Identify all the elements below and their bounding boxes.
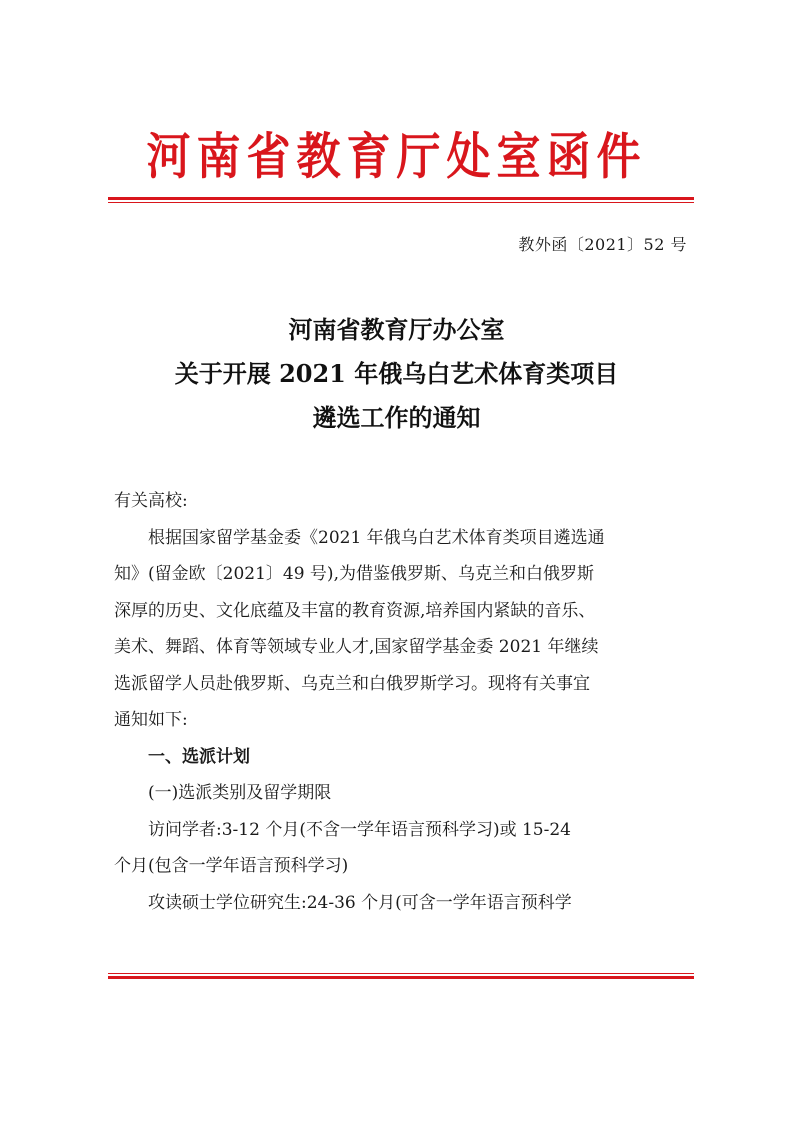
heading-line-2: 关于开展 2021 年俄乌白艺术体育类项目 xyxy=(174,359,619,388)
body-line: 选派留学人员赴俄罗斯、乌克兰和白俄罗斯学习。现将有关事宜 xyxy=(114,673,590,694)
body-line: 根据国家留学基金委《2021 年俄乌白艺术体育类项目遴选通 xyxy=(148,527,605,548)
document-number: 教外函〔2021〕52 号 xyxy=(518,235,687,254)
letterhead-title: 河南省教育厅处室函件 xyxy=(146,128,647,186)
section-title: 一、选派计划 xyxy=(148,746,250,767)
body-line: 深厚的历史、文化底蕴及丰富的教育资源,培养国内紧缺的音乐、 xyxy=(114,600,596,621)
footer-divider xyxy=(108,973,694,979)
body-line: 攻读硕士学位研究生:24-36 个月(可含一学年语言预科学 xyxy=(148,892,572,913)
subsection-title: (一)选派类别及留学期限 xyxy=(148,783,332,803)
letterhead-divider xyxy=(108,197,694,203)
body-line: 个月(包含一学年语言预科学习) xyxy=(114,856,349,876)
divider-thick-line xyxy=(108,976,694,979)
body-line: 美术、舞蹈、体育等领域专业人才,国家留学基金委 2021 年继续 xyxy=(114,637,599,657)
divider-thin-line xyxy=(108,202,694,203)
divider-thin-line xyxy=(108,973,694,974)
document-heading xyxy=(0,308,793,440)
salutation: 有关高校: xyxy=(114,491,188,511)
body-line: 通知如下: xyxy=(114,710,188,730)
document-body xyxy=(114,483,694,921)
heading-line-1: 河南省教育厅办公室 xyxy=(288,315,505,344)
divider-thick-line xyxy=(108,197,694,200)
body-line: 访问学者:3-12 个月(不含一学年语言预科学习)或 15-24 xyxy=(148,819,571,840)
heading-line-3: 遴选工作的通知 xyxy=(312,403,481,432)
body-line: 知》(留金欧〔2021〕49 号),为借鉴俄罗斯、乌克兰和白俄罗斯 xyxy=(114,564,594,584)
